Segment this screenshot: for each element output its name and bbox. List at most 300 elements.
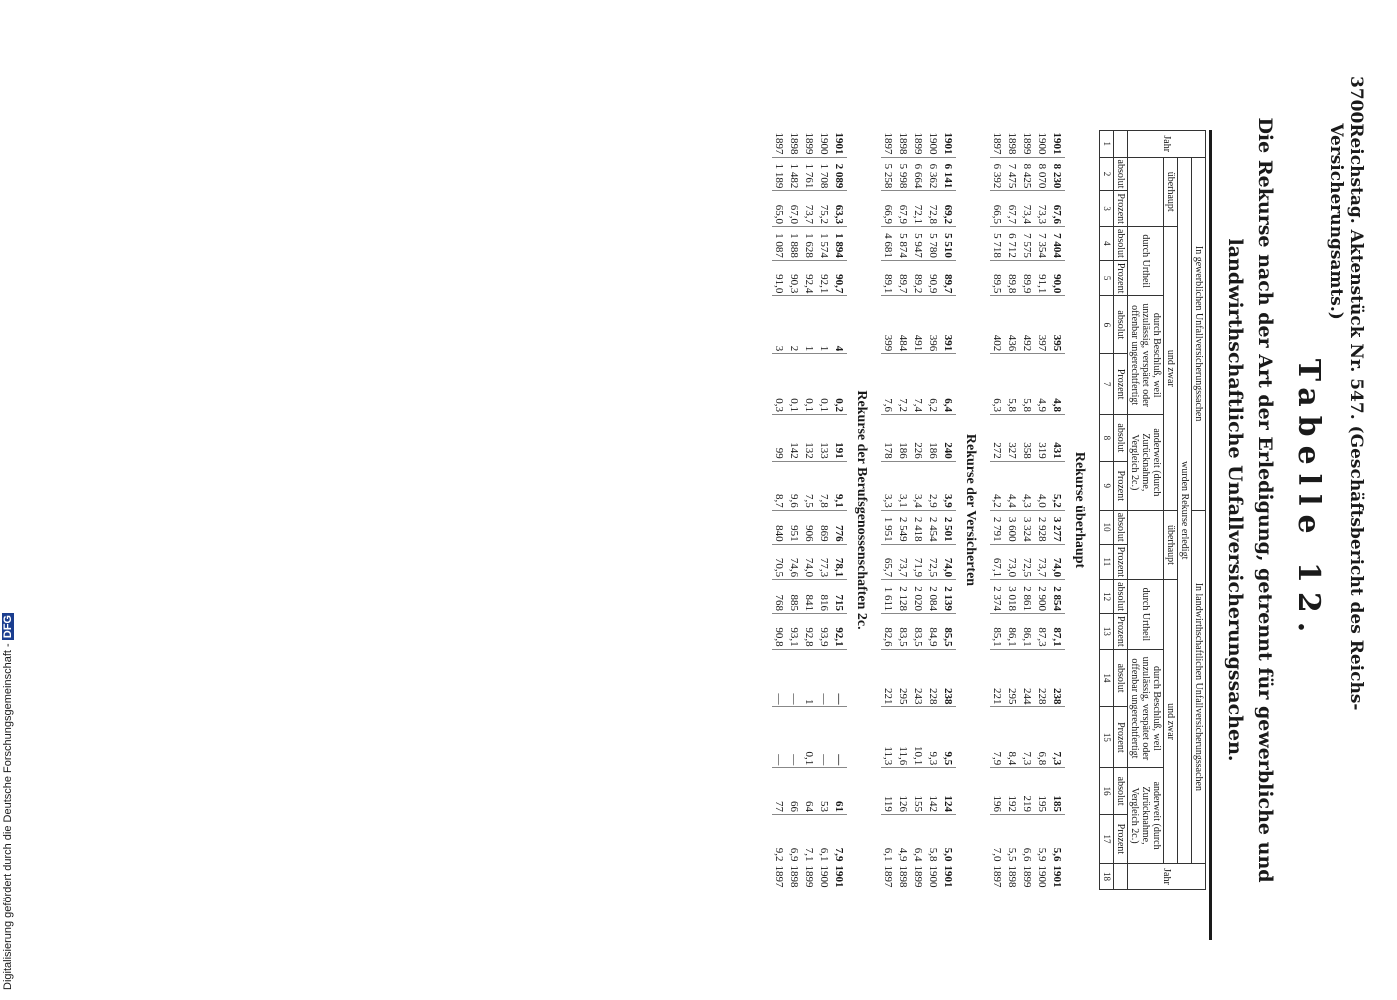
table-cell: 1	[817, 296, 832, 354]
table-cell: 1 628	[802, 226, 817, 260]
section-heading-row	[847, 131, 881, 890]
col-beschluss-g: durch Beschluß, weil unzulässig, verspätet oder offenbar ungerechtfertigt	[1127, 296, 1163, 415]
table-cell: 10,1	[911, 707, 926, 768]
table-cell: 226	[911, 415, 926, 462]
column-number: 14	[1099, 649, 1113, 707]
dfg-logo: DFG	[2, 615, 14, 639]
table-cell: 841	[802, 580, 817, 614]
absolut-label: absolut	[1113, 157, 1127, 191]
table-cell: 185	[1050, 768, 1065, 815]
table-cell: 72,8	[926, 191, 941, 227]
table-cell: 397	[1035, 296, 1050, 354]
year-cell: 1900	[927, 865, 939, 888]
table-cell: 11,3	[881, 707, 896, 768]
year-cell: 1900	[818, 132, 830, 155]
table-cell: 191	[832, 415, 847, 462]
table-cell: 2 139	[941, 580, 956, 614]
table-cell: 3 324	[1020, 510, 1035, 544]
year-cell: 1900	[1036, 132, 1048, 155]
table-cell: 4,3	[1020, 461, 1035, 510]
table-cell: 5 510	[941, 226, 956, 260]
column-number-row	[1099, 131, 1113, 890]
ap-blank-left	[1113, 131, 1127, 158]
ap-blank-right	[1113, 863, 1127, 889]
table-cell: 5,9	[1035, 814, 1050, 863]
table-cell: 9,6	[787, 461, 802, 510]
absolut-label: absolut	[1113, 226, 1127, 260]
table-cell: 126	[896, 768, 911, 815]
table-cell: 319	[1035, 415, 1050, 462]
table-cell: 67,1	[990, 544, 1005, 580]
table-cell: 8 070	[1035, 157, 1050, 191]
absolut-prozent-row	[1113, 131, 1127, 890]
table-cell: 83,5	[896, 614, 911, 650]
table-cell: 3 600	[1005, 510, 1020, 544]
table-cell: 65,7	[881, 544, 896, 580]
table-cell: 715	[832, 580, 847, 614]
table-cell: 7,9	[832, 814, 847, 863]
table-cell: 75,2	[817, 191, 832, 227]
table-cell: 4,9	[1035, 354, 1050, 415]
table-cell: 2 084	[926, 580, 941, 614]
year-cell: 1900	[1036, 865, 1048, 888]
table-cell: 402	[990, 296, 1005, 354]
year-cell: 1898	[788, 865, 800, 888]
table-cell: 4,8	[1050, 354, 1065, 415]
table-cell: 1 482	[787, 157, 802, 191]
column-number: 12	[1099, 580, 1113, 614]
table-cell: 1	[802, 296, 817, 354]
table-row	[881, 131, 896, 890]
table-body	[772, 131, 1100, 890]
column-number: 17	[1099, 814, 1113, 863]
table-cell: 11,6	[896, 707, 911, 768]
column-number: 11	[1099, 544, 1113, 580]
table-cell: 66,9	[881, 191, 896, 227]
table-cell: 5,8	[926, 814, 941, 863]
table-cell: 1	[802, 649, 817, 707]
table-cell: 1 087	[772, 226, 787, 260]
table-cell: 195	[1035, 768, 1050, 815]
table-cell: 3 277	[1050, 510, 1065, 544]
table-cell: 74,0	[941, 544, 956, 580]
table-cell: 124	[941, 768, 956, 815]
year-cell: 1897	[882, 132, 894, 155]
table-cell: 2 900	[1035, 580, 1050, 614]
table-cell: 3,3	[881, 461, 896, 510]
year-cell: 1898	[1006, 132, 1018, 155]
section-heading: Rekurse überhaupt	[1071, 451, 1087, 569]
table-cell: 6,1	[881, 814, 896, 863]
table-cell: 396	[926, 296, 941, 354]
table-cell: —	[787, 649, 802, 707]
prozent-label: Prozent	[1113, 461, 1127, 510]
col-urtheil-g: durch Urtheil	[1127, 226, 1163, 295]
table-cell: 7 475	[1005, 157, 1020, 191]
column-number: 9	[1099, 461, 1113, 510]
table-cell: 238	[1050, 649, 1065, 707]
table-cell: 9,2	[772, 814, 787, 863]
table-cell: 5,6	[1050, 814, 1065, 863]
table-cell: 89,7	[941, 260, 956, 296]
table-cell: 3,4	[911, 461, 926, 510]
table-row	[1035, 131, 1050, 890]
table-cell: 5 947	[911, 226, 926, 260]
table-cell: 776	[832, 510, 847, 544]
table-cell: 4,2	[990, 461, 1005, 510]
table-cell: 8,7	[772, 461, 787, 510]
table-cell: 885	[787, 580, 802, 614]
page-header	[1326, 76, 1366, 900]
table-cell: 2 549	[896, 510, 911, 544]
table-cell: 243	[911, 649, 926, 707]
column-number: 15	[1099, 707, 1113, 768]
year-cell: 1899	[912, 132, 924, 155]
table-cell: 53	[817, 768, 832, 815]
prozent-label: Prozent	[1113, 614, 1127, 650]
year-cell: 1898	[897, 865, 909, 888]
table-cell: 7 354	[1035, 226, 1050, 260]
table-cell: 132	[802, 415, 817, 462]
column-number: 10	[1099, 510, 1113, 544]
table-cell: —	[832, 707, 847, 768]
table-row	[787, 131, 802, 890]
prozent-label: Prozent	[1113, 814, 1127, 863]
column-number: 6	[1099, 296, 1113, 354]
year-cell: 1897	[991, 865, 1003, 888]
col-ueberhaupt-g: überhaupt	[1163, 157, 1177, 226]
table-cell: 74,6	[787, 544, 802, 580]
prozent-label: Prozent	[1113, 707, 1127, 768]
table-cell: 6,6	[1020, 814, 1035, 863]
table-row	[817, 131, 832, 890]
table-cell: 7,6	[881, 354, 896, 415]
section-heading-row	[1065, 131, 1100, 890]
table-cell: 196	[990, 768, 1005, 815]
table-cell: 906	[802, 510, 817, 544]
wurden-header: wurden Rekurse erledigt	[1177, 157, 1191, 863]
table-cell: 1 574	[817, 226, 832, 260]
table-cell: 87,1	[1050, 614, 1065, 650]
table-cell: 89,7	[896, 260, 911, 296]
table-cell: 2 501	[941, 510, 956, 544]
table-cell: 7,5	[802, 461, 817, 510]
table-cell: 7,9	[990, 707, 1005, 768]
side-note-text: Digitalisierung gefördert durch die Deutsche Forschungsgemeinschaft -	[2, 643, 14, 990]
year-cell: 1897	[991, 132, 1003, 155]
table-cell: 92,8	[802, 614, 817, 650]
table-row	[1050, 131, 1065, 890]
table-cell: 2 020	[911, 580, 926, 614]
table-cell: 73,7	[896, 544, 911, 580]
year-cell: 1901	[1051, 132, 1063, 155]
prozent-label: Prozent	[1113, 544, 1127, 580]
table-cell: 142	[787, 415, 802, 462]
table-cell: 0,1	[787, 354, 802, 415]
col-urtheil-l: durch Urtheil	[1127, 580, 1163, 649]
table-cell: 3 018	[1005, 580, 1020, 614]
table-cell: 9,1	[832, 461, 847, 510]
year-cell: 1897	[773, 865, 785, 888]
column-number: 16	[1099, 768, 1113, 815]
table-cell: 295	[896, 649, 911, 707]
table-cell: 65,0	[772, 191, 787, 227]
column-number: 5	[1099, 260, 1113, 296]
table-cell: 5 258	[881, 157, 896, 191]
col-ueberhaupt-l: überhaupt	[1163, 510, 1177, 579]
table-row	[772, 131, 787, 890]
table-cell: 74,0	[1050, 544, 1065, 580]
year-cell: 1897	[882, 865, 894, 888]
table-cell: 90,0	[1050, 260, 1065, 296]
table-cell: 228	[926, 649, 941, 707]
table-cell: 78,1	[832, 544, 847, 580]
table-cell: 2 928	[1035, 510, 1050, 544]
table-cell: 6,9	[787, 814, 802, 863]
year-cell: 1899	[1021, 865, 1033, 888]
table-cell: 92,1	[817, 260, 832, 296]
table-cell: 0,1	[802, 707, 817, 768]
table-cell: 816	[817, 580, 832, 614]
table-cell: 72,5	[926, 544, 941, 580]
table-cell: 2 089	[832, 157, 847, 191]
table-cell: 89,9	[1020, 260, 1035, 296]
table-cell: —	[832, 649, 847, 707]
table-cell: 67,7	[1005, 191, 1020, 227]
table-row	[896, 131, 911, 890]
table-cell: 192	[1005, 768, 1020, 815]
table-cell: 87,3	[1035, 614, 1050, 650]
year-cell: 1901	[942, 132, 954, 155]
und-zwar-g: und zwar	[1163, 226, 1177, 510]
table-cell: 8,4	[1005, 707, 1020, 768]
absolut-label: absolut	[1113, 296, 1127, 354]
table-cell: 142	[926, 768, 941, 815]
table-cell: 395	[1050, 296, 1065, 354]
table-cell: 5,8	[1020, 354, 1035, 415]
table-cell: 272	[990, 415, 1005, 462]
table-cell: 5 998	[896, 157, 911, 191]
table-cell: 358	[1020, 415, 1035, 462]
table-cell: 391	[941, 296, 956, 354]
table-subtitle: Die Rekurse nach der Art der Erledigung, getrennt für gewerbliche und landwirthschaftliche Unfallversicherungssachen.	[1223, 117, 1276, 883]
column-number: 13	[1099, 614, 1113, 650]
side-note	[2, 613, 14, 990]
table-cell: 73,4	[1020, 191, 1035, 227]
table-cell: 61	[832, 768, 847, 815]
column-number: 1	[1099, 131, 1113, 158]
table-cell: 178	[881, 415, 896, 462]
table-cell: 73,0	[1005, 544, 1020, 580]
table-cell: 77,3	[817, 544, 832, 580]
table-cell: —	[772, 649, 787, 707]
statistics-table	[772, 130, 1206, 890]
col-jahr: Jahr	[1127, 131, 1205, 158]
table-cell: 0,2	[832, 354, 847, 415]
table-cell: 6,3	[990, 354, 1005, 415]
table-cell: 63,3	[832, 191, 847, 227]
top-rule	[1209, 130, 1212, 940]
col-beschluss-l: durch Beschluß, weil unzulässig, verspätet oder offenbar ungerechtfertigt	[1127, 649, 1163, 768]
year-cell: 1901	[942, 865, 954, 888]
table-cell: 768	[772, 580, 787, 614]
table-cell: 90,8	[772, 614, 787, 650]
table-cell: 399	[881, 296, 896, 354]
table-cell: 6,4	[911, 814, 926, 863]
table-cell: 244	[1020, 649, 1035, 707]
table-cell: 1 888	[787, 226, 802, 260]
table-cell: 240	[941, 415, 956, 462]
group-landw: In landwirthschaftlichen Unfallversicherungssachen	[1191, 510, 1205, 863]
table-cell: 431	[1050, 415, 1065, 462]
table-row	[1005, 131, 1020, 890]
table-cell: 89,8	[1005, 260, 1020, 296]
table-cell: 91,1	[1035, 260, 1050, 296]
table-cell: 133	[817, 415, 832, 462]
prozent-label: Prozent	[1113, 260, 1127, 296]
column-number: 7	[1099, 354, 1113, 415]
column-number: 8	[1099, 415, 1113, 462]
rotated-document-page	[14, 70, 1384, 930]
table-cell: 6,4	[941, 354, 956, 415]
table-cell: 219	[1020, 768, 1035, 815]
section-heading: Rekurse der Berufsgenossenschaften 2c.	[853, 390, 869, 630]
section-heading: Rekurse der Versicherten	[962, 433, 978, 587]
table-cell: 3	[772, 296, 787, 354]
table-cell: 90,9	[926, 260, 941, 296]
table-cell: 99	[772, 415, 787, 462]
table-cell: 7,1	[802, 814, 817, 863]
prozent-label: Prozent	[1113, 191, 1127, 227]
table-cell: 5,0	[941, 814, 956, 863]
year-cell: 1901	[833, 865, 845, 888]
table-cell: 6 141	[941, 157, 956, 191]
table-cell: 2 418	[911, 510, 926, 544]
table-cell: 3,9	[941, 461, 956, 510]
table-cell: 6,2	[926, 354, 941, 415]
table-cell: 7 575	[1020, 226, 1035, 260]
table-cell: 1 708	[817, 157, 832, 191]
table-cell: —	[817, 649, 832, 707]
table-cell: 93,1	[787, 614, 802, 650]
table-cell: 1 951	[881, 510, 896, 544]
table-cell: 89,2	[911, 260, 926, 296]
absolut-label: absolut	[1113, 510, 1127, 544]
table-cell: 2 791	[990, 510, 1005, 544]
table-cell: 1 611	[881, 580, 896, 614]
table-cell: —	[772, 707, 787, 768]
table-cell: 90,7	[832, 260, 847, 296]
year-cell: 1900	[818, 865, 830, 888]
table-cell: 5,8	[1005, 354, 1020, 415]
year-cell: 1899	[803, 132, 815, 155]
table-cell: 2 128	[896, 580, 911, 614]
absolut-label: absolut	[1113, 415, 1127, 462]
table-cell: 93,9	[817, 614, 832, 650]
table-row	[802, 131, 817, 890]
table-cell: 840	[772, 510, 787, 544]
table-row	[911, 131, 926, 890]
table-cell: 70,5	[772, 544, 787, 580]
table-cell: 186	[926, 415, 941, 462]
table-row	[1020, 131, 1035, 890]
group-gewerblich: In gewerblichen Unfallversicherungssachen	[1191, 157, 1205, 510]
table-cell: 6,1	[817, 814, 832, 863]
table-row	[941, 131, 956, 890]
year-cell: 1898	[897, 132, 909, 155]
table-row	[832, 131, 847, 890]
table-cell: 7,8	[817, 461, 832, 510]
table-cell: 2,9	[926, 461, 941, 510]
table-cell: 92,1	[832, 614, 847, 650]
table-cell: 4,4	[1005, 461, 1020, 510]
table-cell: 119	[881, 768, 896, 815]
col-anderweit-l: anderweit (durch Zurücknahme, Vergleich 2c.)	[1127, 768, 1163, 864]
table-cell: 4,9	[896, 814, 911, 863]
table-cell: 4 681	[881, 226, 896, 260]
table-cell: 72,1	[911, 191, 926, 227]
table-row	[990, 131, 1005, 890]
table-cell: 67,0	[787, 191, 802, 227]
page-number: 3700	[1345, 76, 1366, 124]
table-cell: —	[787, 707, 802, 768]
table-cell: 5 874	[896, 226, 911, 260]
prozent-label: Prozent	[1113, 354, 1127, 415]
table-cell: 5,5	[1005, 814, 1020, 863]
table-cell: 66	[787, 768, 802, 815]
absolut-label: absolut	[1113, 580, 1127, 614]
column-number: 4	[1099, 226, 1113, 260]
table-cell: 6,8	[1035, 707, 1050, 768]
table-cell: 5 718	[990, 226, 1005, 260]
table-cell: 89,1	[881, 260, 896, 296]
header-text: Reichstag. Aktenstück Nr. 547. (Geschäftsbericht des Reichs-Versicherungsamts.)	[1325, 123, 1366, 711]
table-cell: 0,1	[817, 354, 832, 415]
table-cell: 9,3	[926, 707, 941, 768]
table-cell: 2 861	[1020, 580, 1035, 614]
table-cell: 4,0	[1035, 461, 1050, 510]
col-jahr-right: Jahr	[1127, 863, 1205, 889]
table-cell: 1 894	[832, 226, 847, 260]
column-number: 18	[1099, 863, 1113, 889]
year-cell: 1898	[788, 132, 800, 155]
table-cell: 85,1	[990, 614, 1005, 650]
table-cell: 69,2	[941, 191, 956, 227]
table-cell: 7,3	[1020, 707, 1035, 768]
table-cell: 869	[817, 510, 832, 544]
year-cell: 1901	[1051, 865, 1063, 888]
sub-blank-l	[1127, 510, 1163, 579]
table-cell: 186	[896, 415, 911, 462]
table-cell: 1 189	[772, 157, 787, 191]
table-cell: 155	[911, 768, 926, 815]
table-cell: 86,1	[1020, 614, 1035, 650]
col-anderweit-g: anderweit (durch Zurücknahme, Vergleich 2c.)	[1127, 415, 1163, 511]
table-title: Tabelle 12.	[1290, 358, 1326, 642]
table-cell: 67,9	[896, 191, 911, 227]
table-cell: 0,1	[802, 354, 817, 415]
table-cell: 9,5	[941, 707, 956, 768]
table-cell: 7,3	[1050, 707, 1065, 768]
table-cell: 2 854	[1050, 580, 1065, 614]
table-cell: 77	[772, 768, 787, 815]
table-cell: 0,3	[772, 354, 787, 415]
table-cell: 6 712	[1005, 226, 1020, 260]
table-cell: 228	[1035, 649, 1050, 707]
table-cell: 67,6	[1050, 191, 1065, 227]
table-cell: 492	[1020, 296, 1035, 354]
absolut-label: absolut	[1113, 649, 1127, 707]
